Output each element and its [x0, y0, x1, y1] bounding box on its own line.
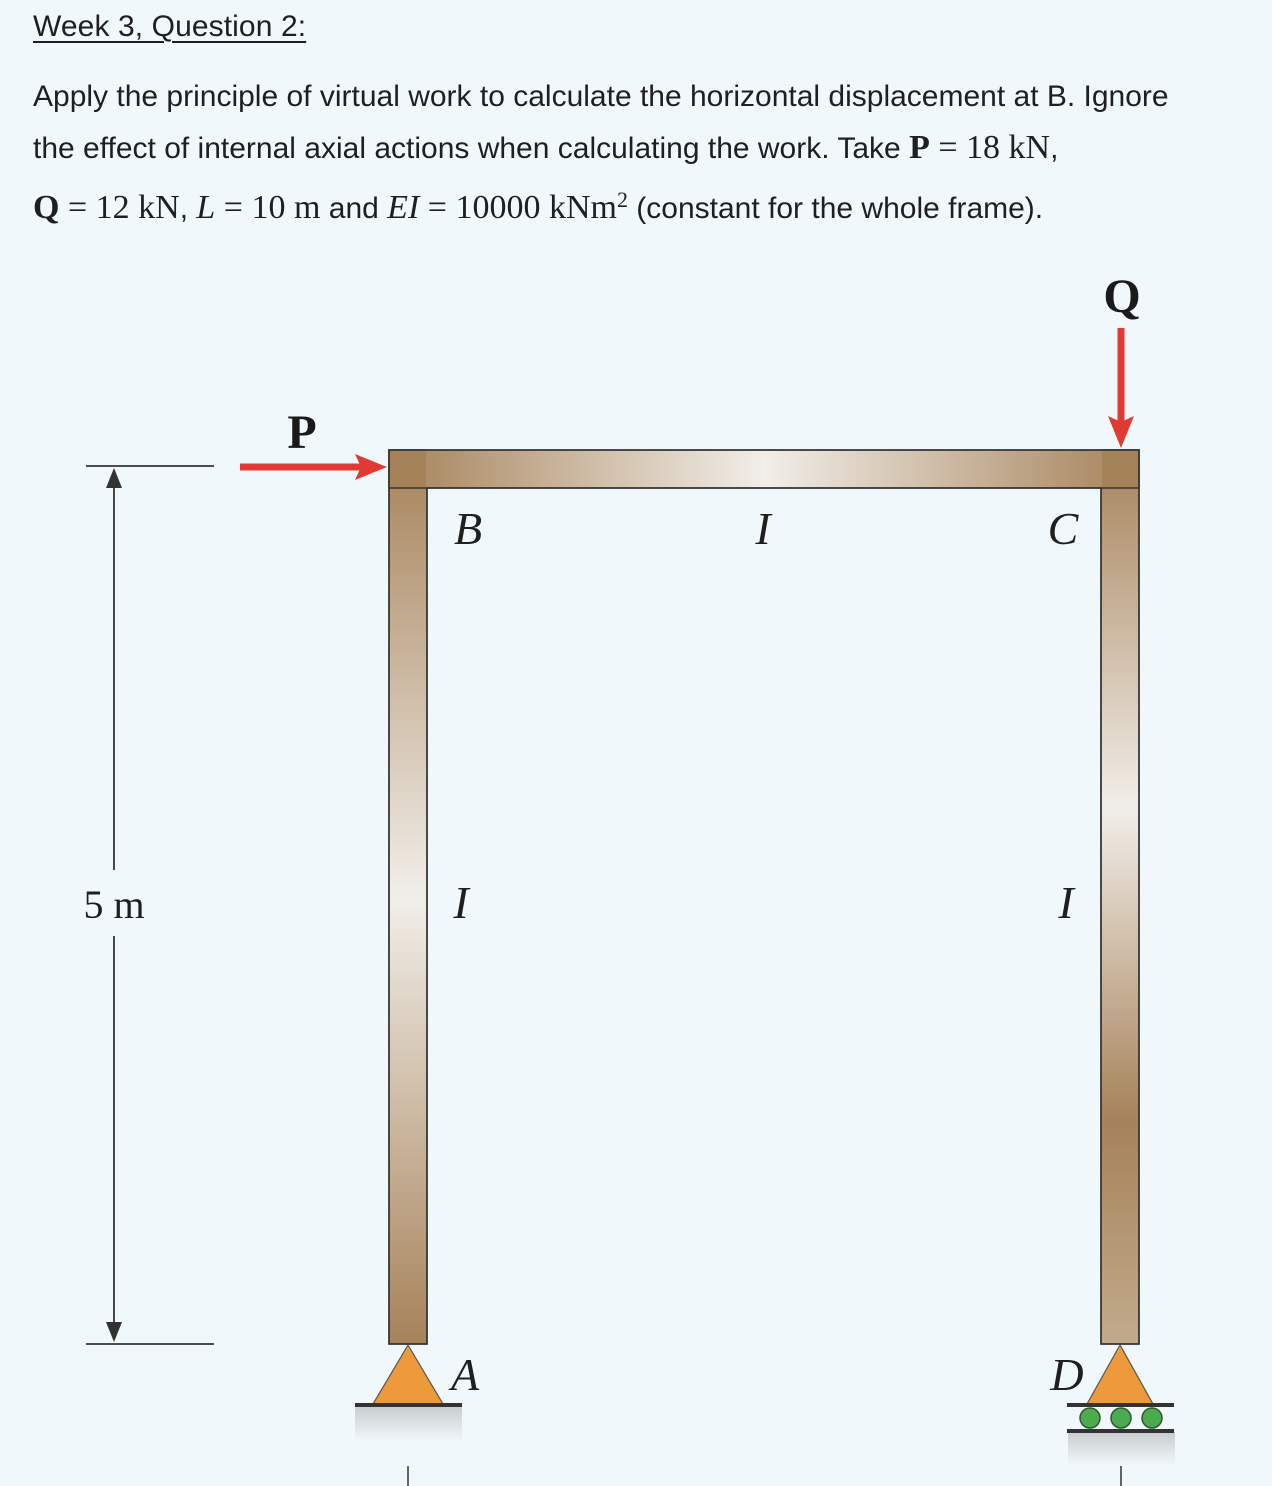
symbol-Q: Q [33, 189, 60, 226]
symbol-P: P [909, 129, 930, 166]
beam-BC [389, 450, 1139, 488]
load-Q-label: Q [1103, 270, 1141, 323]
value-EI-exponent: 2 [616, 187, 628, 212]
roller-wheel-icon [1142, 1408, 1162, 1428]
symbol-EI: EI [387, 189, 420, 226]
node-label-D: D [1050, 1349, 1084, 1400]
value-P: 18 kN [966, 129, 1051, 166]
right-column-inertia-label: I [1058, 877, 1074, 928]
symbol-L: L [196, 189, 216, 226]
node-label-C: C [1047, 503, 1079, 554]
ground-shadow-A [355, 1406, 462, 1442]
value-L: 10 m [251, 189, 321, 226]
problem-line-2: the effect of internal axial actions when calculating the work. Take P = 18 kN, [33, 129, 1059, 166]
roller-wheel-icon [1080, 1408, 1100, 1428]
height-dimension [83, 466, 214, 1344]
value-Q: 12 kN [95, 189, 180, 226]
load-P [240, 406, 387, 480]
dimension-arrowhead-down-icon [106, 1322, 122, 1342]
corner-B [390, 451, 426, 487]
roller-wheel-icon [1111, 1408, 1131, 1428]
beam-inertia-label: I [755, 503, 771, 554]
left-column-AB [389, 450, 427, 1344]
load-P-label: P [287, 406, 317, 459]
left-column-inertia-label: I [453, 877, 469, 928]
roller-triangle-icon [1087, 1345, 1153, 1404]
corner-C [1102, 451, 1138, 487]
frame [389, 450, 1139, 1344]
pin-support-A [355, 1345, 480, 1486]
node-label-A: A [450, 1349, 480, 1400]
ground-shadow-D [1068, 1432, 1175, 1466]
roller-support-D [1049, 1345, 1175, 1486]
dimension-label: 5 m [83, 882, 145, 927]
problem-line-3: Q = 12 kN, L = 10 m and EI = 10000 kNm$^2$ (constant for the whole frame). [33, 187, 1044, 226]
right-column-CD [1101, 450, 1139, 1344]
value-EI: 10000 kNm [455, 189, 617, 226]
question-heading: Week 3, Question 2: [33, 10, 307, 43]
pin-triangle-icon [373, 1345, 443, 1404]
load-Q [1103, 270, 1140, 448]
dimension-arrowhead-up-icon [106, 468, 122, 488]
problem-line-1: Apply the principle of virtual work to calculate the horizontal displacement at B. Ignore [33, 80, 1169, 113]
node-label-B: B [453, 503, 483, 554]
